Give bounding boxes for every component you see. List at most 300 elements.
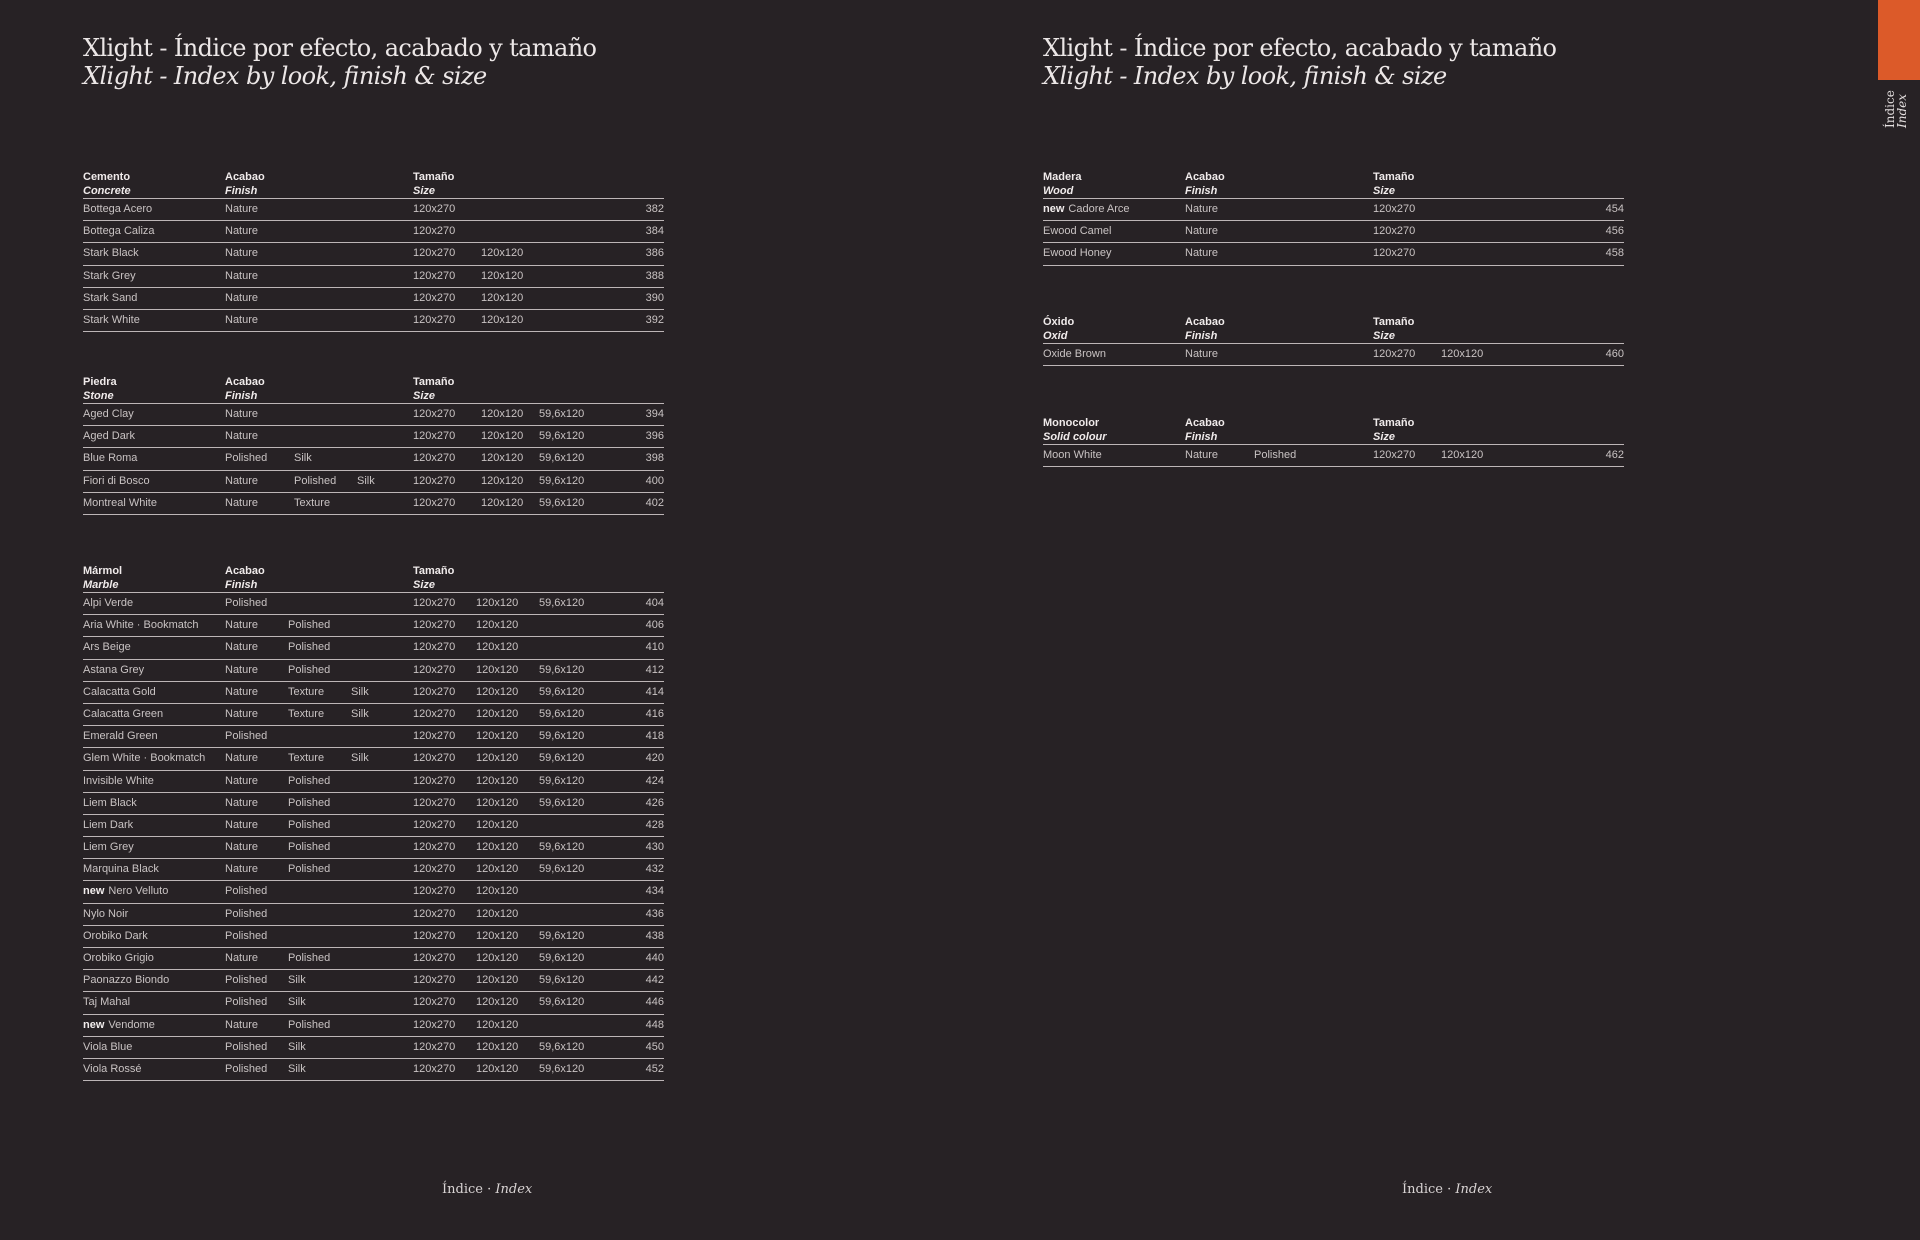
finish-value: Polished bbox=[288, 1018, 331, 1031]
product-name-text: Liem Grey bbox=[83, 841, 134, 854]
header-finish-es: Acabao bbox=[1185, 316, 1225, 328]
index-section-tab[interactable] bbox=[1878, 0, 1920, 80]
finish-value: Nature bbox=[1185, 225, 1219, 238]
size-value: 59,6x120 bbox=[539, 774, 585, 787]
header-finish-es: Acabao bbox=[225, 171, 265, 183]
size-value: 120x270 bbox=[413, 225, 456, 238]
finish-value: Polished bbox=[225, 452, 268, 465]
size-value: 120x120 bbox=[476, 996, 519, 1009]
table-row[interactable] bbox=[83, 704, 664, 726]
page-number: 400 bbox=[645, 474, 664, 487]
footer-separator: · bbox=[482, 1182, 496, 1197]
page-number: 394 bbox=[645, 408, 664, 420]
product-name bbox=[83, 493, 157, 514]
page-number: 450 bbox=[645, 1040, 664, 1053]
finish-value: Nature bbox=[225, 707, 259, 720]
product-name bbox=[83, 1059, 142, 1080]
size-value: 59,6x120 bbox=[539, 474, 585, 487]
page-number: 390 bbox=[645, 291, 664, 304]
title-english: Xlight - Index by look, finish & size bbox=[83, 62, 487, 90]
size-value: 59,6x120 bbox=[539, 841, 585, 854]
table-row[interactable] bbox=[83, 682, 664, 704]
product-name bbox=[83, 310, 140, 331]
index-section-oxid bbox=[1043, 315, 1624, 366]
finish-value: Nature bbox=[225, 818, 259, 831]
table-row[interactable] bbox=[83, 815, 664, 837]
finish-value: Silk bbox=[294, 452, 312, 465]
product-name bbox=[83, 404, 134, 425]
header-size-es: Tamaño bbox=[1373, 171, 1415, 183]
finish-value: Nature bbox=[225, 496, 259, 509]
finish-value: Nature bbox=[225, 952, 259, 964]
size-value: 120x120 bbox=[476, 841, 519, 854]
finish-value: Texture bbox=[288, 752, 325, 765]
header-size bbox=[1373, 315, 1414, 343]
size-value: 59,6x120 bbox=[539, 796, 585, 809]
size-value: 120x270 bbox=[413, 929, 456, 942]
table-row[interactable] bbox=[83, 199, 664, 221]
page-number: 432 bbox=[645, 863, 664, 876]
size-value: 120x120 bbox=[476, 974, 519, 987]
finish-value: Nature bbox=[225, 796, 259, 809]
product-name-text: Orobiko Dark bbox=[83, 929, 148, 942]
finish-value: Nature bbox=[225, 863, 259, 876]
page-number: 448 bbox=[645, 1018, 664, 1031]
size-value: 59,6x120 bbox=[539, 974, 585, 987]
finish-value: Polished bbox=[225, 730, 268, 743]
size-value: 59,6x120 bbox=[539, 452, 585, 465]
header-size-es: Tamaño bbox=[413, 376, 455, 388]
product-name bbox=[83, 682, 156, 703]
page-number: 386 bbox=[645, 247, 664, 260]
table-row[interactable] bbox=[83, 493, 664, 515]
finish-value: Nature bbox=[225, 430, 259, 443]
size-value: 59,6x120 bbox=[539, 597, 585, 609]
finish-value: Nature bbox=[225, 313, 259, 326]
header-look-en: Marble bbox=[83, 579, 119, 591]
table-row[interactable] bbox=[83, 926, 664, 948]
size-value: 120x270 bbox=[413, 430, 456, 443]
size-value: 59,6x120 bbox=[539, 1062, 585, 1075]
table-row[interactable] bbox=[83, 1037, 664, 1059]
size-value: 120x120 bbox=[476, 907, 519, 920]
finish-value: Polished bbox=[225, 597, 268, 609]
product-name-text: Nero Velluto bbox=[108, 885, 169, 898]
header-look-es: Cemento bbox=[83, 171, 131, 183]
size-value: 59,6x120 bbox=[539, 430, 585, 443]
table-row[interactable] bbox=[83, 615, 664, 637]
header-finish bbox=[1185, 315, 1225, 343]
table-row[interactable] bbox=[83, 837, 664, 859]
header-size bbox=[413, 375, 454, 403]
title-spanish: Xlight - Índice por efecto, acabado y tamaño bbox=[1043, 34, 1557, 62]
header-finish-en: Finish bbox=[1185, 431, 1218, 443]
page-number: 442 bbox=[645, 974, 664, 987]
product-name-text: Bottega Acero bbox=[83, 203, 153, 215]
table-row[interactable] bbox=[83, 243, 664, 265]
header-look bbox=[1043, 416, 1107, 444]
table-row[interactable] bbox=[83, 748, 664, 770]
table-row[interactable] bbox=[83, 288, 664, 310]
footer-english: Index bbox=[1455, 1182, 1493, 1197]
table-row[interactable] bbox=[83, 404, 664, 426]
table-header bbox=[1043, 416, 1624, 445]
page-footer bbox=[442, 1182, 532, 1197]
header-size-es: Tamaño bbox=[413, 565, 455, 577]
table-row[interactable] bbox=[83, 881, 664, 903]
header-look-es: Monocolor bbox=[1043, 417, 1100, 429]
finish-value: Silk bbox=[351, 685, 369, 698]
header-finish-es: Acabao bbox=[1185, 171, 1225, 183]
table-row[interactable] bbox=[1043, 344, 1624, 366]
product-name bbox=[83, 1015, 155, 1036]
footer-english: Index bbox=[495, 1182, 533, 1197]
size-value: 120x120 bbox=[476, 752, 519, 765]
page-number: 392 bbox=[645, 313, 664, 326]
header-look bbox=[1043, 170, 1082, 198]
header-look-es: Madera bbox=[1043, 171, 1082, 183]
header-finish-en: Finish bbox=[1185, 330, 1218, 342]
size-value: 120x120 bbox=[481, 496, 524, 509]
table-row[interactable] bbox=[1043, 445, 1624, 467]
right-page bbox=[960, 0, 1920, 1240]
finish-value: Polished bbox=[288, 818, 331, 831]
finish-value: Polished bbox=[288, 952, 331, 964]
table-row[interactable] bbox=[83, 970, 664, 992]
size-value: 120x270 bbox=[413, 774, 456, 787]
footer-spanish: Índice bbox=[1402, 1182, 1443, 1197]
table-row[interactable] bbox=[83, 221, 664, 243]
page-number: 460 bbox=[1605, 348, 1624, 360]
product-name-text: Glem White · Bookmatch bbox=[83, 752, 206, 765]
finish-value: Nature bbox=[1185, 348, 1219, 360]
index-section-concrete bbox=[83, 170, 664, 332]
page-number: 428 bbox=[645, 818, 664, 831]
product-name-text: Aria White · Bookmatch bbox=[83, 619, 199, 632]
table-header bbox=[1043, 170, 1624, 199]
page-number: 412 bbox=[645, 663, 664, 676]
size-value: 120x270 bbox=[413, 841, 456, 854]
table-row[interactable] bbox=[83, 593, 664, 615]
size-value: 120x120 bbox=[476, 774, 519, 787]
finish-value: Polished bbox=[225, 907, 268, 920]
product-name bbox=[1043, 199, 1130, 220]
product-name-text: Moon White bbox=[1043, 449, 1102, 461]
size-value: 59,6x120 bbox=[539, 730, 585, 743]
product-name-text: Astana Grey bbox=[83, 663, 145, 676]
header-look-en: Wood bbox=[1043, 185, 1074, 197]
size-value: 120x270 bbox=[413, 685, 456, 698]
finish-value: Polished bbox=[225, 974, 268, 987]
product-name-text: Stark Grey bbox=[83, 269, 136, 282]
product-name bbox=[83, 771, 154, 792]
size-value: 120x120 bbox=[481, 430, 524, 443]
size-value: 120x120 bbox=[476, 952, 519, 964]
product-name-text: Aged Dark bbox=[83, 430, 135, 443]
finish-value: Nature bbox=[225, 641, 259, 654]
page-number: 440 bbox=[645, 952, 664, 964]
finish-value: Silk bbox=[351, 752, 369, 765]
table-row[interactable] bbox=[83, 726, 664, 748]
index-tab-label bbox=[1884, 88, 1914, 148]
table-row[interactable] bbox=[83, 426, 664, 448]
size-value: 59,6x120 bbox=[539, 496, 585, 509]
product-name bbox=[83, 288, 137, 309]
header-look bbox=[83, 375, 117, 403]
header-size bbox=[413, 170, 454, 198]
finish-value: Nature bbox=[225, 619, 259, 632]
finish-value: Nature bbox=[225, 474, 259, 487]
new-badge: new bbox=[83, 885, 105, 898]
size-value: 120x270 bbox=[413, 1018, 456, 1031]
product-name-text: Invisible White bbox=[83, 774, 154, 787]
product-name bbox=[83, 970, 169, 991]
size-value: 120x120 bbox=[481, 408, 524, 420]
header-size bbox=[1373, 170, 1414, 198]
size-value: 120x270 bbox=[413, 313, 456, 326]
size-value: 120x270 bbox=[413, 752, 456, 765]
product-name-text: Emerald Green bbox=[83, 730, 158, 743]
page-number: 454 bbox=[1605, 203, 1624, 215]
table-row[interactable] bbox=[83, 793, 664, 815]
product-name-text: Taj Mahal bbox=[83, 996, 131, 1009]
size-value: 120x120 bbox=[476, 730, 519, 743]
page-number: 406 bbox=[645, 619, 664, 632]
size-value: 120x120 bbox=[476, 663, 519, 676]
size-value: 120x270 bbox=[413, 474, 456, 487]
finish-value: Polished bbox=[288, 774, 331, 787]
product-name-text: Ewood Honey bbox=[1043, 247, 1112, 260]
header-look-en: Oxid bbox=[1043, 330, 1068, 342]
product-name-text: Alpi Verde bbox=[83, 597, 134, 609]
finish-value: Polished bbox=[1254, 449, 1297, 461]
table-row[interactable] bbox=[83, 266, 664, 288]
size-value: 120x270 bbox=[413, 730, 456, 743]
size-value: 120x120 bbox=[476, 818, 519, 831]
page-number: 382 bbox=[645, 203, 664, 215]
finish-value: Silk bbox=[357, 474, 375, 487]
finish-value: Polished bbox=[288, 641, 331, 654]
size-value: 59,6x120 bbox=[539, 663, 585, 676]
product-name bbox=[83, 266, 136, 287]
finish-value: Polished bbox=[288, 663, 331, 676]
size-value: 59,6x120 bbox=[539, 996, 585, 1009]
table-row[interactable] bbox=[83, 637, 664, 659]
header-finish-en: Finish bbox=[225, 390, 258, 402]
header-finish-es: Acabao bbox=[225, 565, 265, 577]
size-value: 59,6x120 bbox=[539, 707, 585, 720]
table-row[interactable] bbox=[83, 948, 664, 970]
product-name bbox=[83, 426, 135, 447]
product-name-text: Liem Dark bbox=[83, 818, 134, 831]
header-finish-es: Acabao bbox=[1185, 417, 1225, 429]
product-name-text: Blue Roma bbox=[83, 452, 138, 465]
table-header bbox=[1043, 315, 1624, 344]
header-size-es: Tamaño bbox=[1373, 417, 1415, 429]
size-value: 59,6x120 bbox=[539, 863, 585, 876]
size-value: 120x120 bbox=[476, 863, 519, 876]
page-number: 426 bbox=[645, 796, 664, 809]
header-size-en: Size bbox=[1373, 431, 1396, 443]
table-row[interactable] bbox=[83, 859, 664, 881]
product-name bbox=[83, 637, 131, 658]
product-name-text: Stark White bbox=[83, 313, 140, 326]
header-look-es: Óxido bbox=[1043, 316, 1075, 328]
tab-label-english: Index bbox=[1895, 93, 1909, 128]
title-english: Xlight - Index by look, finish & size bbox=[1043, 62, 1447, 90]
table-row[interactable] bbox=[83, 1059, 664, 1081]
finish-value: Nature bbox=[1185, 247, 1219, 260]
size-value: 120x120 bbox=[481, 474, 524, 487]
header-finish-es: Acabao bbox=[225, 376, 265, 388]
product-name bbox=[83, 593, 133, 614]
size-value: 120x270 bbox=[413, 885, 456, 898]
size-value: 120x270 bbox=[1373, 247, 1416, 260]
product-name bbox=[83, 448, 137, 469]
finish-value: Nature bbox=[1185, 203, 1219, 215]
title-spanish: Xlight - Índice por efecto, acabado y tamaño bbox=[83, 34, 597, 62]
index-section-wood bbox=[1043, 170, 1624, 266]
product-name bbox=[83, 615, 199, 636]
header-size-es: Tamaño bbox=[413, 171, 455, 183]
product-name-text: Aged Clay bbox=[83, 408, 134, 420]
header-look-en: Concrete bbox=[83, 185, 131, 197]
product-name-text: Orobiko Grigio bbox=[83, 952, 154, 964]
header-finish bbox=[1185, 170, 1225, 198]
page-number: 434 bbox=[645, 885, 664, 898]
size-value: 120x270 bbox=[413, 818, 456, 831]
size-value: 120x120 bbox=[476, 929, 519, 942]
product-name-text: Stark Black bbox=[83, 247, 139, 260]
size-value: 120x270 bbox=[413, 641, 456, 654]
size-value: 120x270 bbox=[1373, 449, 1416, 461]
new-badge: new bbox=[83, 1018, 105, 1031]
table-row[interactable] bbox=[1043, 243, 1624, 265]
finish-value: Nature bbox=[225, 1018, 259, 1031]
table-row[interactable] bbox=[83, 992, 664, 1014]
header-look bbox=[83, 564, 122, 592]
page-number: 384 bbox=[645, 225, 664, 238]
product-name-text: Nylo Noir bbox=[83, 907, 129, 920]
finish-value: Texture bbox=[288, 707, 325, 720]
size-value: 120x120 bbox=[476, 619, 519, 632]
size-value: 120x270 bbox=[413, 796, 456, 809]
product-name bbox=[83, 815, 133, 836]
size-value: 120x270 bbox=[413, 496, 456, 509]
size-value: 120x270 bbox=[413, 907, 456, 920]
header-finish-en: Finish bbox=[225, 185, 258, 197]
header-size-en: Size bbox=[1373, 185, 1396, 197]
table-row[interactable] bbox=[83, 471, 664, 493]
product-name bbox=[83, 660, 144, 681]
table-row[interactable] bbox=[83, 660, 664, 682]
size-value: 120x270 bbox=[413, 996, 456, 1009]
size-value: 120x120 bbox=[1441, 449, 1484, 461]
finish-value: Nature bbox=[225, 269, 259, 282]
product-name bbox=[83, 704, 163, 725]
index-section-stone bbox=[83, 375, 664, 515]
size-value: 120x270 bbox=[413, 203, 456, 215]
product-name-text: Montreal White bbox=[83, 496, 157, 509]
product-name-text: Cadore Arce bbox=[1068, 203, 1130, 215]
size-value: 120x120 bbox=[476, 1018, 519, 1031]
size-value: 120x120 bbox=[476, 1040, 519, 1053]
size-value: 120x270 bbox=[413, 1062, 456, 1075]
header-look-en: Stone bbox=[83, 390, 114, 402]
header-size bbox=[1373, 416, 1414, 444]
table-row[interactable] bbox=[83, 310, 664, 332]
header-finish bbox=[225, 564, 265, 592]
page-number: 452 bbox=[645, 1062, 664, 1075]
product-name bbox=[83, 726, 158, 747]
header-look-en: Solid colour bbox=[1043, 431, 1107, 443]
header-finish bbox=[1185, 416, 1225, 444]
size-value: 120x120 bbox=[476, 707, 519, 720]
finish-value: Polished bbox=[288, 796, 331, 809]
table-row[interactable] bbox=[83, 448, 664, 470]
product-name-text: Ewood Camel bbox=[1043, 225, 1112, 238]
page-number: 388 bbox=[645, 269, 664, 282]
page-title bbox=[1043, 34, 1556, 90]
product-name bbox=[1043, 445, 1102, 466]
product-name-text: Fiori di Bosco bbox=[83, 474, 150, 487]
finish-value: Polished bbox=[225, 929, 268, 942]
size-value: 120x120 bbox=[476, 885, 519, 898]
product-name bbox=[83, 904, 128, 925]
size-value: 59,6x120 bbox=[539, 408, 585, 420]
size-value: 120x270 bbox=[413, 452, 456, 465]
finish-value: Nature bbox=[225, 663, 259, 676]
finish-value: Silk bbox=[288, 996, 306, 1009]
table-row[interactable] bbox=[83, 904, 664, 926]
size-value: 120x120 bbox=[481, 313, 524, 326]
finish-value: Nature bbox=[1185, 449, 1219, 461]
header-look-es: Mármol bbox=[83, 565, 123, 577]
table-row[interactable] bbox=[1043, 221, 1624, 243]
size-value: 120x270 bbox=[413, 269, 456, 282]
header-size-es: Tamaño bbox=[1373, 316, 1415, 328]
header-look bbox=[83, 170, 131, 198]
header-finish bbox=[225, 170, 265, 198]
finish-value: Silk bbox=[288, 1062, 306, 1075]
size-value: 120x120 bbox=[476, 796, 519, 809]
page-number: 456 bbox=[1605, 225, 1624, 238]
header-size-en: Size bbox=[1373, 330, 1396, 342]
page-number: 420 bbox=[645, 752, 664, 765]
finish-value: Silk bbox=[288, 1040, 306, 1053]
table-header bbox=[83, 375, 664, 404]
size-value: 120x270 bbox=[413, 247, 456, 260]
product-name-text: Marquina Black bbox=[83, 863, 159, 876]
page-number: 404 bbox=[645, 597, 664, 609]
table-row[interactable] bbox=[1043, 199, 1624, 221]
finish-value: Nature bbox=[225, 685, 259, 698]
page-number: 462 bbox=[1605, 449, 1624, 461]
page-number: 402 bbox=[645, 496, 664, 509]
table-row[interactable] bbox=[83, 1015, 664, 1037]
footer-spanish: Índice bbox=[442, 1182, 483, 1197]
page-title bbox=[83, 34, 596, 90]
table-row[interactable] bbox=[83, 771, 664, 793]
product-name-text: Calacatta Gold bbox=[83, 685, 156, 698]
product-name bbox=[83, 199, 152, 220]
header-size-en: Size bbox=[413, 390, 436, 402]
product-name-text: Oxide Brown bbox=[1043, 348, 1106, 360]
size-value: 120x270 bbox=[413, 952, 456, 964]
index-section-solid-colour bbox=[1043, 416, 1624, 467]
product-name bbox=[83, 748, 205, 769]
tab-label-spanish: Índice bbox=[1883, 90, 1897, 128]
